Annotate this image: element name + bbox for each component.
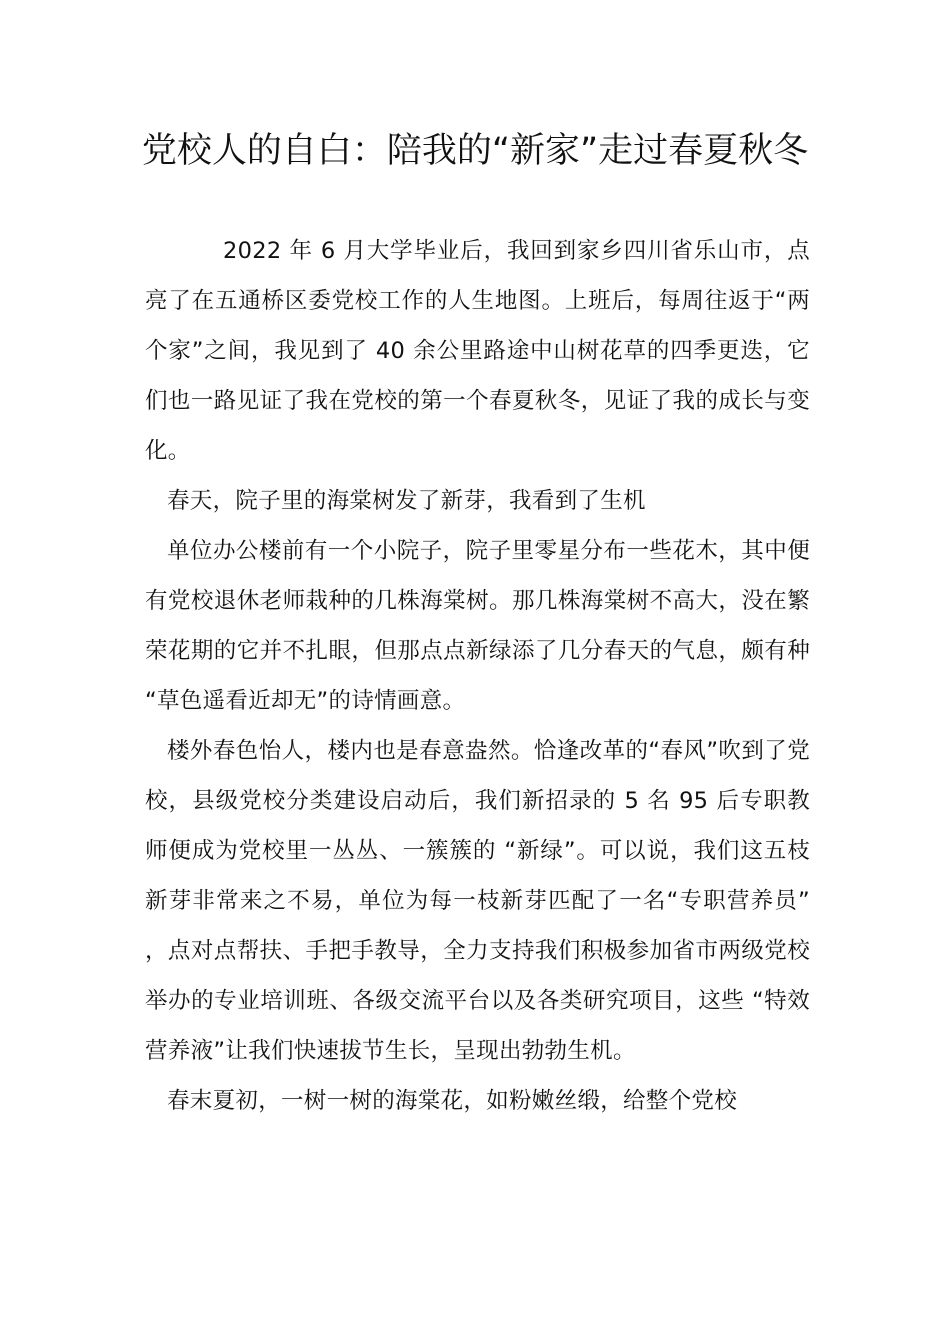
paragraph-late-spring: 春末夏初，一树一树的海棠花，如粉嫩丝缎，给整个党校: [167, 1088, 738, 1114]
document-body: [145, 226, 810, 1126]
paragraph-courtyard: 单位办公楼前有一个小院子，院子里零星分布一些花木，其中便有党校退休老师栽种的几株海棠树。那几株海棠树不高大，没在繁荣花期的它并不扎眼，但那点点新绿添了几分春天的气息，颇有种 “草色遥看近却无”的诗情画意。: [145, 538, 810, 714]
paragraph-reform: 楼外春色怡人，楼内也是春意盎然。恰逢改革的“春风”吹到了党校，县级党校分类建设启动后，我们新招录的 5 名 95 后专职教师便成为党校里一丛丛、一簇簇的 “新绿”。可以说，我们这五枝新芽非常来之不易，单位为每一枝新芽匹配了一名“专职营养员” ，点对点帮扶、手把手教导，全力支持我们积极参加省市两级党校举办的专业培训班、各级交流平台以及各类研究项目，这些 “特效营养液”让我们快速拔节生长，呈现出勃勃生机。: [145, 738, 810, 1064]
page-title: 党校人的自白：陪我的“新家”走过春夏秋冬: [141, 131, 809, 171]
section-heading-spring: 春天，院子里的海棠树发了新芽，我看到了生机: [167, 488, 646, 514]
paragraph-intro: 2022 年 6 月大学毕业后，我回到家乡四川省乐山市，点亮了在五通桥区委党校工作的人生地图。上班后，每周往返于“两个家”之间，我见到了 40 余公里路途中山树花草的四季更迭，它们也一路见证了我在党校的第一个春夏秋冬，见证了我的成长与变化。: [145, 238, 810, 464]
